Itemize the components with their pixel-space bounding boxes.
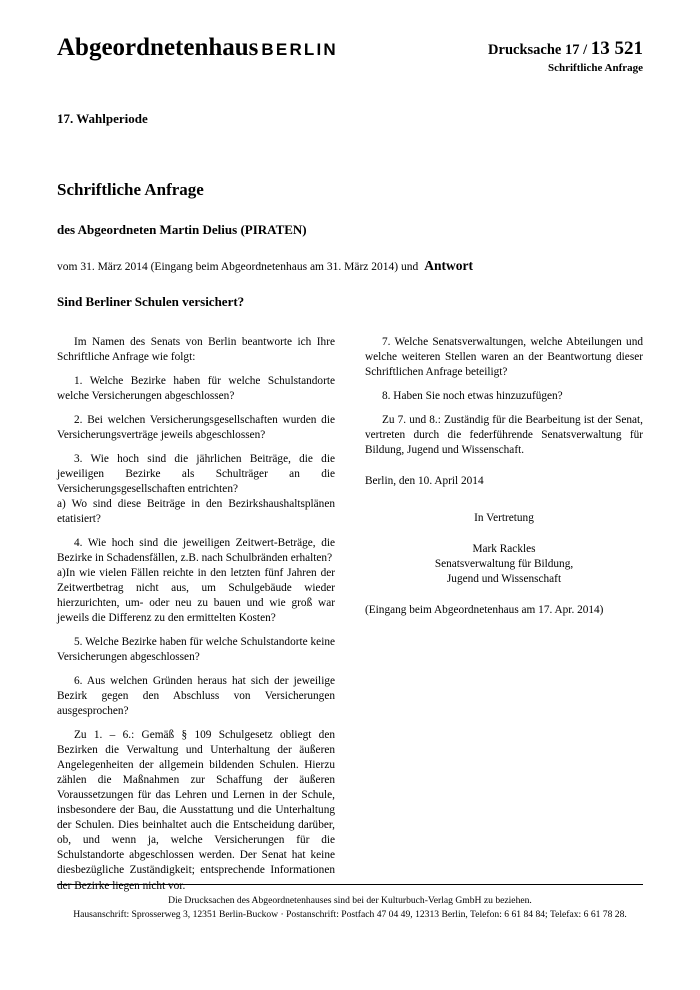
signature-office-line2: Jugend und Wissenschaft	[446, 573, 562, 586]
body-columns	[57, 335, 643, 903]
drucksache-line	[488, 38, 643, 60]
receipt-note: (Eingang beim Abgeordnetenhaus am 17. Apr. 2014)	[365, 604, 604, 617]
paragraph: 7. Welche Senatsverwaltungen, welche Abteilungen und welche weiteren Stellen waren an der Beantwortung dieser Schriftlichen Anfrage beteiligt?	[365, 336, 643, 379]
paragraph: Im Namen des Senats von Berlin beantworte ich Ihre Schriftliche Anfrage wie folgt:	[57, 336, 335, 364]
paragraph: 4. Wie hoch sind die jeweiligen Zeitwert-Beträge, die Bezirke in Schadensfällen, z.B. nach Schulbränden erhalten?	[57, 537, 335, 565]
question-title: Sind Berliner Schulen versichert?	[57, 294, 245, 309]
logo-berlin-text: BERLIN	[261, 40, 338, 59]
document-reference	[488, 34, 643, 74]
masthead	[57, 34, 643, 74]
paragraph: Zu 1. – 6.: Gemäß § 109 Schulgesetz obliegt den Bezirken die Verwaltung und Unterhaltung der äußeren Angelegenheiten der allgemein bildenden Schulen. Hierzu zählen die Maßnahmen zur Schaffung der äußeren Voraussetzungen für das Lehren und Lernen in der Schule, insbesondere der Bau, die Ausstattung und die Unterhaltung der Schulen. Dies beinhaltet auch die Entscheidung darüber, ob, und wenn ja, welche Versicherungen für die Schulstandorte abgeschlossen werden. Der Senat hat keine diesbezügliche Zuständigkeit; entsprechende Informationen der Bezirke liegen nicht vor.	[57, 729, 335, 892]
page-footer	[57, 884, 643, 922]
electoral-period: 17. Wahlperiode	[57, 111, 148, 126]
paragraph: 2. Bei welchen Versicherungsgesellschaften wurden die Versicherungsverträge jeweils abgeschlossen?	[57, 414, 335, 442]
right-column	[365, 335, 643, 903]
drucksache-label: Drucksache 17 /	[488, 42, 588, 58]
left-column	[57, 335, 335, 903]
paragraph: Zu 7. und 8.: Zuständig für die Bearbeitung ist der Senat, vertreten durch die federführende Senatsverwaltung für Bildung, Jugend und Wissenschaft.	[365, 414, 643, 457]
paragraph: a)In wie vielen Fällen reichte in den letzten fünf Jahren der Zeitwertbetrag nicht aus, um Schulgebäude wieder hierzurichten, um- oder neu zu bauen und wie groß war jeweils die Differenz zu den ermittelten Kosten?	[57, 567, 335, 625]
dateline	[57, 258, 643, 274]
document-content	[57, 34, 643, 903]
answer-label: Antwort	[424, 258, 473, 273]
paragraph: 1. Welche Bezirke haben für welche Schulstandorte welche Versicherungen abgeschlossen?	[57, 375, 335, 403]
place-date: Berlin, den 10. April 2014	[365, 475, 484, 488]
parliament-logo	[57, 34, 338, 62]
dateline-text: vom 31. März 2014 (Eingang beim Abgeordnetenhaus am 31. März 2014) und	[57, 261, 419, 273]
signature-intro: In Vertretung	[474, 512, 534, 525]
paragraph: 6. Aus welchen Gründen heraus hat sich der jeweilige Bezirk gegen den Abschluss von Versicherungen ausgesprochen?	[57, 675, 335, 718]
paragraph: 3. Wie hoch sind die jährlichen Beiträge, die die jeweiligen Bezirke als Schulträger an die Versicherungsgesellschaften entrichten?	[57, 453, 335, 496]
logo-main-text: Abgeordnetenhaus	[57, 34, 259, 61]
document-type: Schriftliche Anfrage	[547, 62, 643, 74]
paragraph: a) Wo sind diese Beiträge in den Bezirkshaushaltsplänen etatisiert?	[57, 498, 335, 526]
signature-office-line1: Senatsverwaltung für Bildung,	[434, 558, 574, 571]
page-title: Schriftliche Anfrage	[57, 180, 204, 199]
paragraph: 5. Welche Bezirke haben für welche Schulstandorte keine Versicherungen abgeschlossen?	[57, 636, 335, 664]
signature-name: Mark Rackles	[472, 543, 536, 556]
paragraph: 8. Haben Sie noch etwas hinzuzufügen?	[382, 390, 563, 403]
author-line: des Abgeordneten Martin Delius (PIRATEN)	[57, 222, 307, 237]
footer-line-1: Die Drucksachen des Abgeordnetenhauses sind bei der Kulturbuch-Verlag GmbH zu beziehen.	[168, 895, 532, 906]
footer-line-2: Hausanschrift: Sprosserweg 3, 12351 Berlin-Buckow · Postanschrift: Postfach 47 04 49, 12313 Berlin, Telefon: 6 61 84 84; Telefax: 6 61 78 28.	[73, 908, 627, 920]
drucksache-number: 13 521	[590, 38, 643, 59]
